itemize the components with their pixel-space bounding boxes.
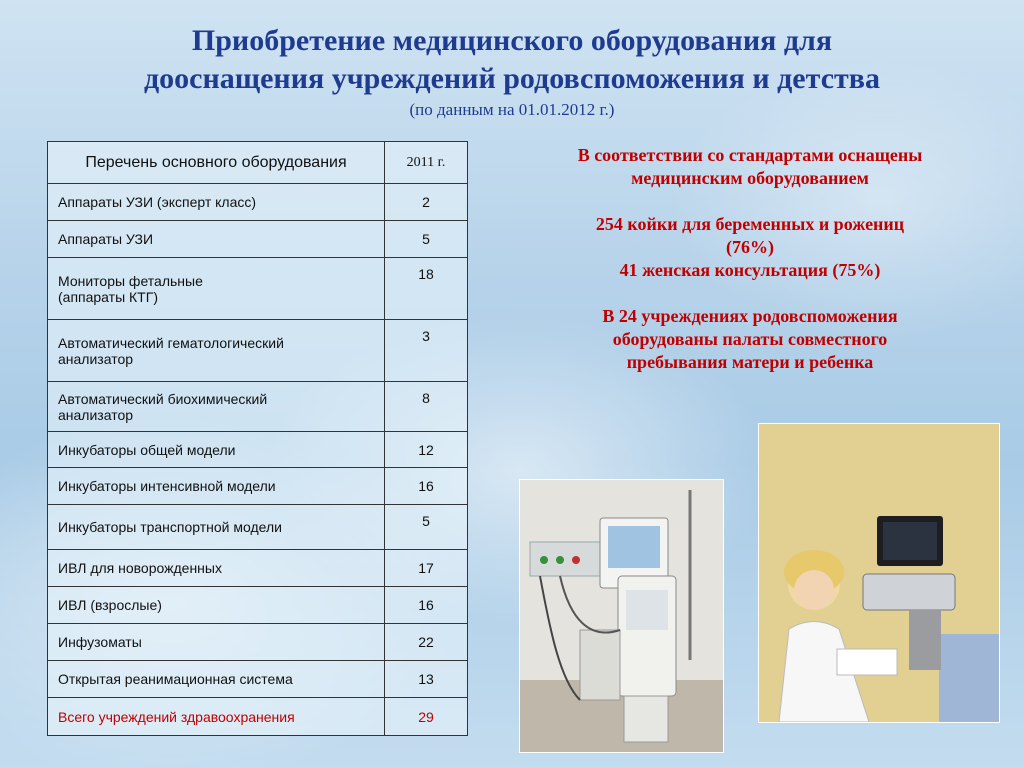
summary-line: 254 койки для беременных и рожениц xyxy=(595,214,905,234)
summary-line: медицинским оборудованием xyxy=(631,168,869,188)
summary-line: пребывания матери и ребенка xyxy=(626,352,874,372)
slide-title-line1: Приобретение медицинского оборудования для xyxy=(191,24,833,57)
slide-title xyxy=(40,22,984,98)
summary-line: (76%) xyxy=(726,237,774,257)
equipment-count: 16 xyxy=(385,468,468,505)
equipment-name: Открытая реанимационная система xyxy=(48,661,385,698)
equipment-count: 3 xyxy=(385,320,468,382)
equipment-count: 16 xyxy=(385,587,468,624)
column-header-year: 2011 г. xyxy=(385,142,468,184)
table-row xyxy=(48,258,468,320)
total-count: 29 xyxy=(385,698,468,736)
table-row xyxy=(48,382,468,432)
slide-subtitle: (по данным на 01.01.2012 г.) xyxy=(409,100,615,119)
table-row xyxy=(48,587,468,624)
ultrasound-photo xyxy=(758,423,1000,723)
equipment-count: 5 xyxy=(385,505,468,550)
equipment-name: Аппараты УЗИ (эксперт класс) xyxy=(48,184,385,221)
summary-line: 41 женская консультация (75%) xyxy=(619,260,881,280)
ventilator-illustration xyxy=(520,480,723,752)
summary-line: В соответствии со стандартами оснащены xyxy=(577,145,923,165)
summary-line: оборудованы палаты совместного xyxy=(612,329,888,349)
equipment-name: Инкубаторы транспортной модели xyxy=(48,505,385,550)
table-row xyxy=(48,661,468,698)
equipment-count: 18 xyxy=(385,258,468,320)
equipment-count: 12 xyxy=(385,432,468,468)
slide-title-line2: дооснащения учреждений родовспоможения и детства xyxy=(144,62,880,95)
table-row xyxy=(48,550,468,587)
table-total-row xyxy=(48,698,468,736)
equipment-count: 13 xyxy=(385,661,468,698)
equipment-table xyxy=(47,141,468,736)
table-row xyxy=(48,432,468,468)
ultrasound-illustration xyxy=(759,424,999,722)
table-row xyxy=(48,468,468,505)
equipment-count: 22 xyxy=(385,624,468,661)
table-row xyxy=(48,221,468,258)
equipment-name: Автоматический биохимический анализатор xyxy=(48,382,385,432)
equipment-count: 17 xyxy=(385,550,468,587)
table-row xyxy=(48,624,468,661)
equipment-count: 5 xyxy=(385,221,468,258)
equipment-name: Автоматический гематологический анализатор xyxy=(48,320,385,382)
table-header-row xyxy=(48,142,468,184)
equipment-name: Инфузоматы xyxy=(48,624,385,661)
equipment-name: ИВЛ (взрослые) xyxy=(48,587,385,624)
equipment-name: Мониторы фетальные (аппараты КТГ) xyxy=(48,258,385,320)
total-label: Всего учреждений здравоохранения xyxy=(48,698,385,736)
standards-summary xyxy=(508,144,992,374)
equipment-name: ИВЛ для новорожденных xyxy=(48,550,385,587)
equipment-count: 8 xyxy=(385,382,468,432)
ventilator-photo xyxy=(519,479,724,753)
table-row xyxy=(48,184,468,221)
summary-line: В 24 учреждениях родовспоможения xyxy=(602,306,898,326)
column-header-equipment: Перечень основного оборудования xyxy=(48,142,385,184)
equipment-name: Инкубаторы общей модели xyxy=(48,432,385,468)
table-row xyxy=(48,505,468,550)
equipment-count: 2 xyxy=(385,184,468,221)
equipment-name: Инкубаторы интенсивной модели xyxy=(48,468,385,505)
table-row xyxy=(48,320,468,382)
equipment-name: Аппараты УЗИ xyxy=(48,221,385,258)
